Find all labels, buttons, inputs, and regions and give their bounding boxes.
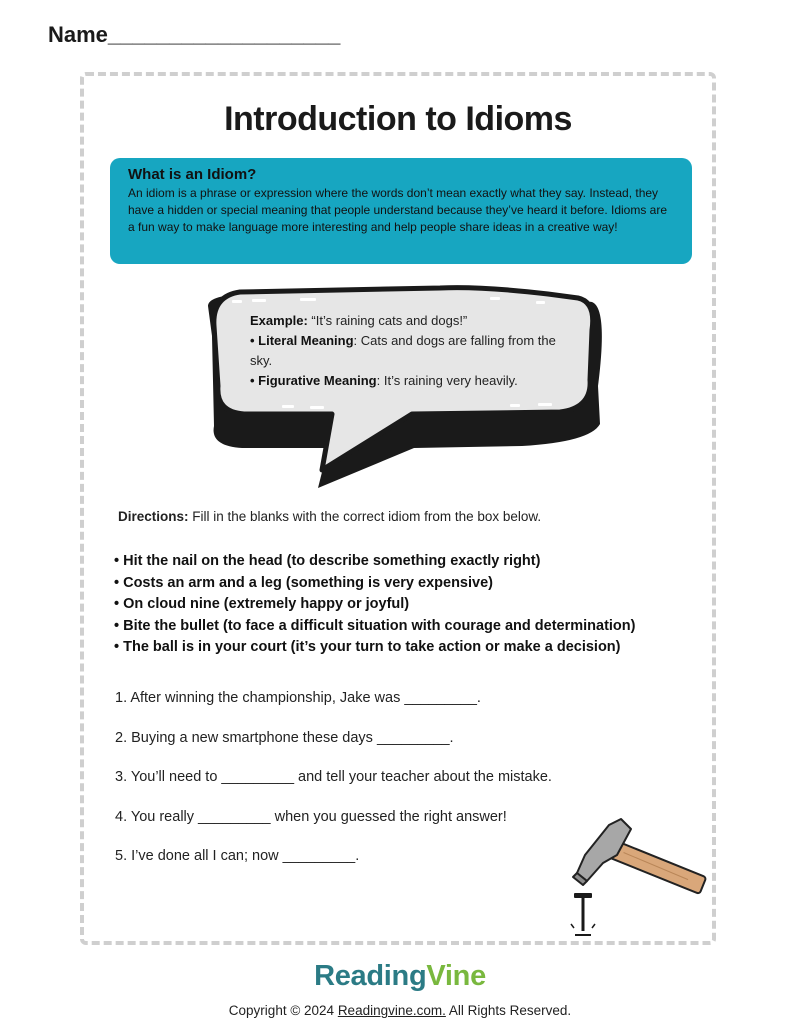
brand-logo	[0, 960, 800, 993]
copyright-prefix: Copyright © 2024	[228, 1003, 338, 1018]
question-list	[115, 688, 552, 886]
example-line	[250, 311, 570, 331]
figurative-meaning	[250, 371, 570, 391]
question-item: 1. After winning the championship, Jake was _________.	[115, 690, 481, 706]
copyright-notice	[0, 1003, 800, 1018]
example-idiom: “It’s raining cats and dogs!”	[307, 313, 468, 328]
nail-icon	[571, 893, 595, 935]
page-title: Introduction to Idioms	[224, 100, 572, 138]
hammer-icon	[565, 815, 715, 940]
brand-reading: Reading	[314, 960, 427, 992]
figurative-text: : It’s raining very heavily.	[376, 373, 518, 388]
idiom-item: • Hit the nail on the head (to describe something exactly right)	[114, 553, 541, 569]
idiom-list	[114, 551, 635, 659]
figurative-label: • Figurative Meaning	[250, 373, 377, 388]
definition-text: An idiom is a phrase or expression where the words don’t mean exactly what they say. Instead, they have a hidden or special meaning that people understand because they’ve heard it before. Idioms are a fun way to make language more interesting and help people share ideas in a creative way!	[128, 186, 668, 234]
directions-text: Fill in the blanks with the correct idiom from the box below.	[188, 509, 542, 524]
literal-label: • Literal Meaning	[250, 333, 354, 348]
example-text	[250, 311, 570, 391]
idiom-item: • On cloud nine (extremely happy or joyful)	[114, 596, 410, 612]
definition-heading: What is an Idiom?	[128, 166, 257, 183]
idiom-item: • Bite the bullet (to face a difficult situation with courage and determination)	[114, 617, 636, 634]
name-field-label: Name___________________	[48, 22, 341, 47]
question-item: 5. I’ve done all I can; now _________.	[115, 848, 360, 864]
idiom-item: • Costs an arm and a leg (something is very expensive)	[114, 574, 493, 591]
question-item: 4. You really _________ when you guessed the right answer!	[115, 808, 507, 825]
copyright-suffix: All Rights Reserved.	[445, 1003, 572, 1018]
directions-label: Directions:	[118, 509, 189, 524]
literal-text: : Cats and dogs are falling from the sky.	[250, 333, 556, 368]
question-item: 3. You’ll need to _________ and tell your teacher about the mistake.	[115, 769, 552, 785]
brand-vine: Vine	[426, 960, 486, 992]
idiom-item: • The ball is in your court (it’s your turn to take action or make a decision)	[114, 639, 621, 655]
question-item: 2. Buying a new smartphone these days _________.	[115, 729, 454, 746]
literal-meaning	[250, 331, 570, 371]
example-label: Example:	[250, 313, 308, 328]
site-link[interactable]: Readingvine.com.	[337, 1003, 446, 1018]
directions	[118, 509, 541, 524]
